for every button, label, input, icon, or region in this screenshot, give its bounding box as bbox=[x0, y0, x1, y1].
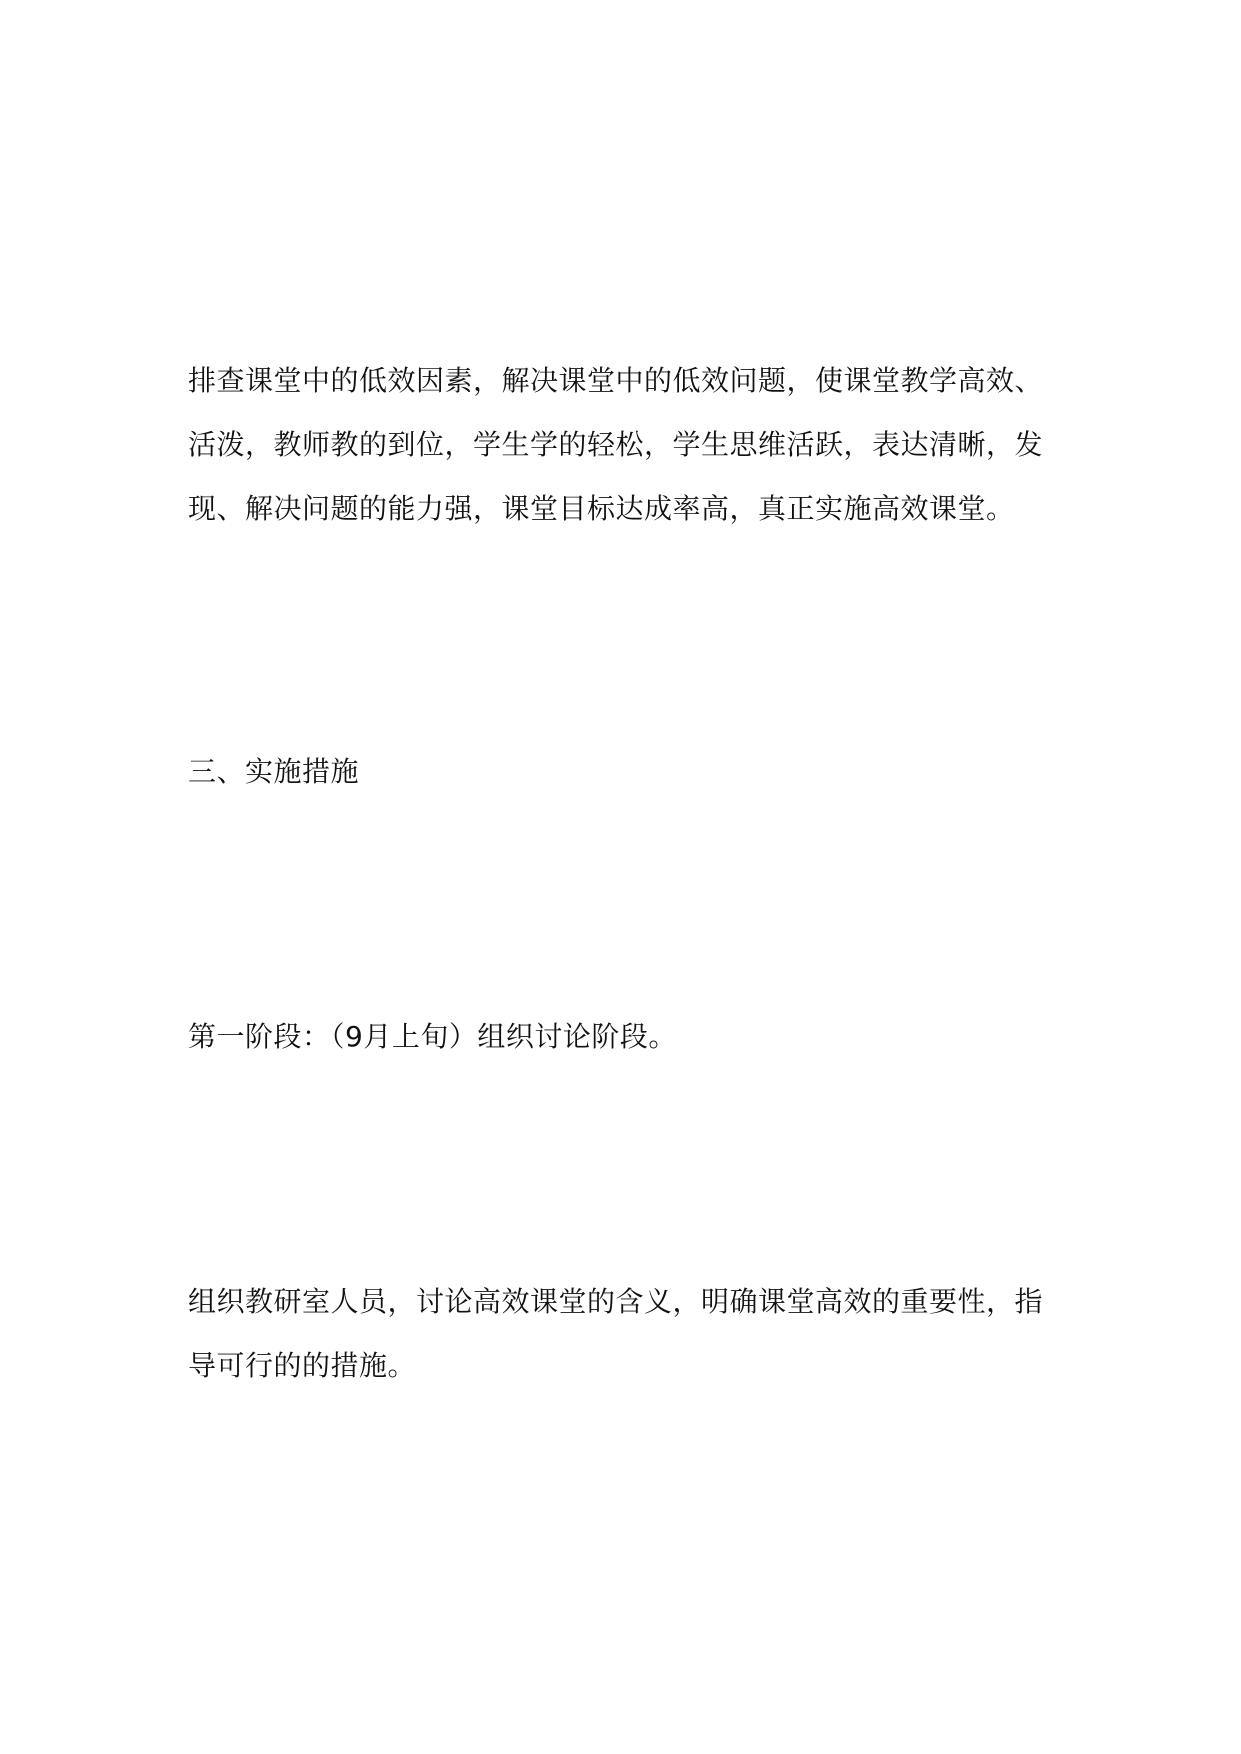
stage-description bbox=[188, 1270, 1068, 1398]
stage-heading bbox=[188, 1005, 1068, 1069]
stage-text: 第一阶段：（9月上旬）组织讨论阶段。 bbox=[188, 1020, 677, 1053]
goal-paragraph bbox=[188, 349, 1068, 541]
text-line: 排查课堂中的低效因素，解决课堂中的低效问题，使课堂教学高效、 bbox=[188, 364, 1044, 397]
section-heading bbox=[188, 740, 1068, 804]
text-line: 组织教研室人员，讨论高效课堂的含义，明确课堂高效的重要性，指 bbox=[188, 1285, 1044, 1318]
text-line: 导可行的的措施。 bbox=[188, 1349, 417, 1382]
text-line: 现、解决问题的能力强，课堂目标达成率高，真正实施高效课堂。 bbox=[188, 492, 1015, 525]
text-line: 活泼，教师教的到位，学生学的轻松，学生思维活跃，表达清晰，发 bbox=[188, 428, 1044, 461]
heading-text: 三、实施措施 bbox=[188, 755, 360, 788]
